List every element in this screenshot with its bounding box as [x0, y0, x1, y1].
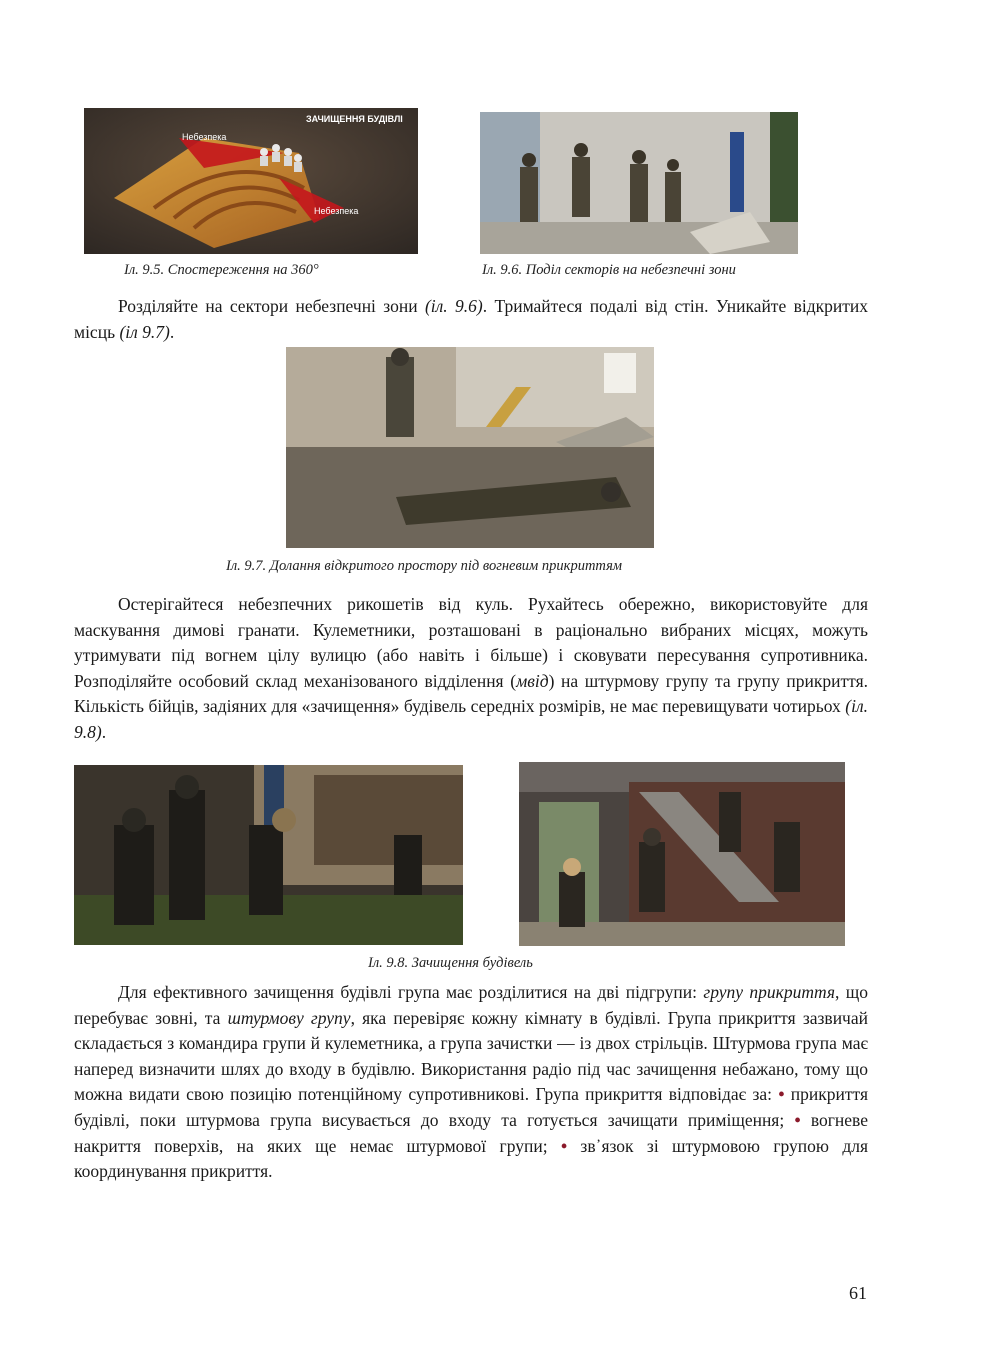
paragraph-sectors: Розділяйте на сектори небезпечні зони (іл. 9.6). Тримайтеся подалі від стін. Уникайте відкритих місць (іл 9.7).	[74, 296, 868, 342]
bullet-icon: •	[560, 1135, 568, 1156]
paragraph-text: зв᾿язок зі штурмовою групою для координування прикриття.	[74, 1135, 868, 1182]
paragraph-text: Для ефективного зачищення будівлі група має розділитися на дві підгрупи:	[118, 982, 704, 1002]
figure-9-8-right-photo	[519, 762, 845, 946]
caption-9-7: Іл. 9.7. Долання відкритого простору під вогневим прикриттям	[226, 558, 623, 574]
figure-9-7-photo	[286, 347, 654, 548]
danger-label-bottom: Небезпека	[314, 206, 359, 216]
figure-9-8-left-photo	[74, 765, 463, 945]
figure-reference: (іл. 9.8)	[74, 696, 868, 742]
paragraph-text: прикриття будівлі, поки штурмова група висувається до входу та готується зачищати приміщення;	[74, 1084, 868, 1130]
caption-9-5: Іл. 9.5. Спостереження на 360°	[124, 262, 319, 278]
term-assault-group: штурмову групу	[227, 1007, 351, 1028]
paragraph-text: Остерігайтеся небезпечних рикошетів від куль. Рухайтесь обережно, використовуйте для маскування димові гранати. Кулеметники, розташовані в раціонально вибраних місцях, можуть утримувати під вогнем цілу вулицю (або навіть і більше) і сковувати пересування супротивника. Розподіляйте особовий склад механізованого відділення (	[74, 594, 868, 691]
figure-reference: (іл. 9.6)	[424, 296, 483, 316]
abbreviation: мвід	[516, 670, 549, 691]
danger-label-top: Небезпека	[182, 132, 227, 142]
diagram-title: ЗАЧИЩЕННЯ БУДІВЛІ	[306, 114, 403, 124]
figure-reference: (іл 9.7)	[119, 321, 170, 342]
paragraph-text: . Тримайтеся подалі від стін. Уникайте відкритих місць	[74, 296, 868, 342]
paragraph-text: , що перебуває зовні, та	[74, 982, 869, 1028]
paragraph-text: Розділяйте на сектори небезпечні зони	[118, 296, 425, 316]
page-number: 61	[849, 1283, 867, 1303]
paragraph-clearing	[74, 980, 868, 1185]
figure-9-5-diagram	[84, 108, 418, 254]
bullet-icon: •	[794, 1109, 801, 1130]
caption-9-8: Іл. 9.8. Зачищення будівель	[368, 955, 533, 971]
paragraph-ricochets: Остерігайтеся небезпечних рикошетів від куль. Рухайтесь обережно, використовуйте для маскування димові гранати. Кулеметники, розташовані в раціонально вибраних місцях, можуть утримувати під вогнем цілу вулицю (або навіть і більше) і сковувати пересування супротивника. Розподіляйте особовий склад механізованого відділення (мвід) на штурмову групу та групу прикриття. Кількість бійців, задіяних для «зачищення» будівель середніх розмірів, не має перевищувати чотирьох (іл. 9.8).	[74, 594, 869, 742]
figure-9-6-photo	[480, 112, 798, 254]
bullet-icon: •	[778, 1084, 785, 1105]
paragraph-text: ) на штурмову групу та групу прикриття. Кількість бійців, задіяних для «зачищення» будівель середніх розмірів, не має перевищувати чотирьох	[74, 670, 869, 717]
caption-9-6: Іл. 9.6. Поділ секторів на небезпечні зони	[482, 262, 736, 278]
paragraph-text: вогневе накриття поверхів, на яких ще немає штурмової групи;	[74, 1109, 868, 1156]
paragraph-text: , яка перевіряє кожну кімнату в будівлі. Група прикриття зазвичай складається з командира групи й кулеметника, а група зачистки — із двох стрільців. Штурмова група має наперед визначити шлях до входу в будівлю. Використання радіо під час зачищення небажано, тому що можна видати свою позицію потенційному супротивникові. Група прикриття відповідає за:	[74, 1007, 868, 1105]
term-cover-group: групу прикриття	[703, 982, 835, 1002]
